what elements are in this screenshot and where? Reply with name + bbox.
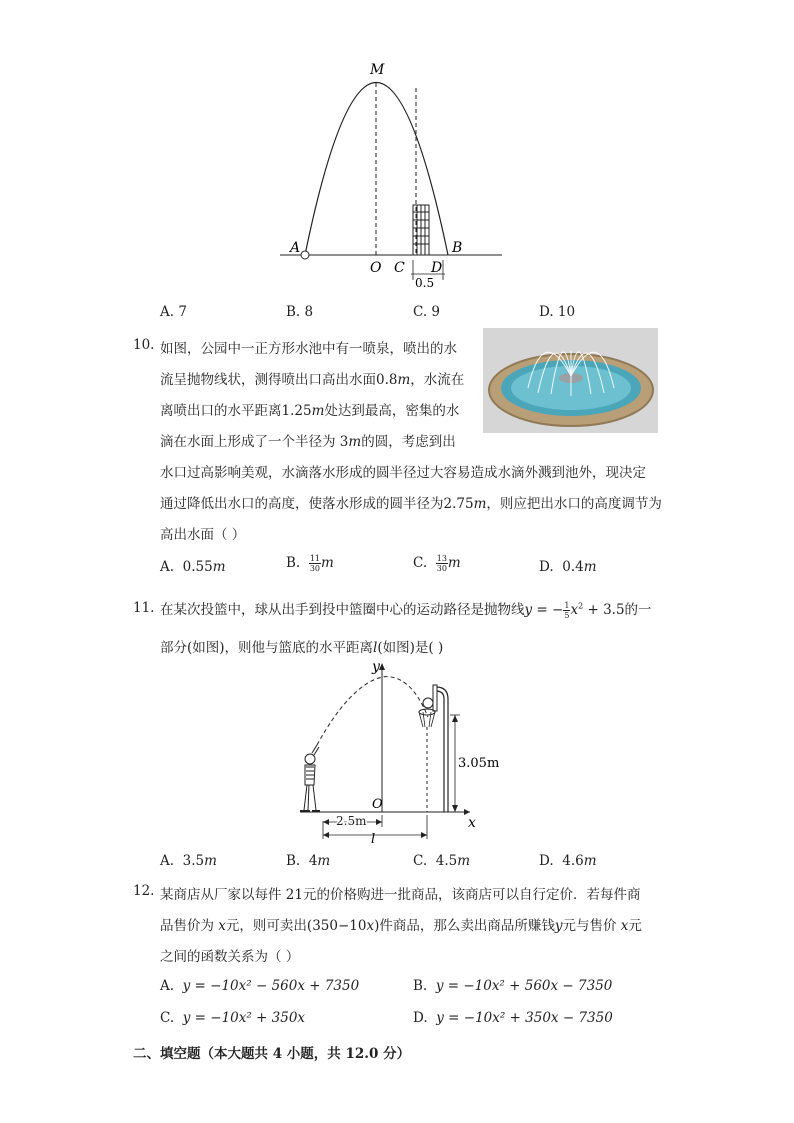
q9-option-c[interactable]: C. 9 [413, 304, 441, 320]
q11-option-a[interactable]: A. 3.5m [160, 853, 217, 869]
q11-line2: 部分(如图)，则他与篮底的水平距离l(如图)是( ) [160, 640, 444, 656]
label-D: D [431, 260, 443, 276]
q10-number: 10. [133, 337, 155, 353]
q10-option-a[interactable]: A. 0.55m [160, 559, 226, 575]
trajectory-path [317, 677, 428, 745]
label-y: y [372, 659, 380, 675]
q9-option-d[interactable]: D. 10 [539, 304, 576, 320]
ladder-figure [413, 205, 429, 255]
q10-line6: 通过降低出水口的高度，使落水形成的圆半径为2.75m，则应把出水口的高度调节为 [160, 496, 662, 512]
fountain-image [483, 328, 658, 433]
label-M: M [370, 62, 385, 78]
player-figure [300, 745, 320, 811]
label-B: B [452, 240, 463, 256]
q10-line7: 高出水面（ ） [160, 527, 246, 543]
q10-line3: 离喷出口的水平距离1.25m处达到最高，密集的水 [160, 403, 460, 419]
label-height: 3.05m [458, 756, 500, 771]
section-title: 二、填空题（本大题共 4 小题，共 12.0 分） [133, 1046, 411, 1062]
label-dist: 0.5 [415, 276, 435, 290]
q12-number: 12. [133, 883, 155, 899]
q12-line2: 品售价为 x元，则可卖出(350−10x)件商品，那么卖出商品所赚钱y元与售价 x元 [160, 918, 642, 934]
q10-line1: 如图，公园中一正方形水池中有一喷泉，喷出的水 [160, 341, 457, 357]
q9-option-b[interactable]: B. 8 [286, 304, 314, 320]
q9-option-a[interactable]: A. 7 [160, 304, 187, 320]
q12-line1: 某商店从厂家以每件 21元的价格购进一批商品，该商店可以自行定价．若每件商 [160, 887, 641, 903]
q10-option-b[interactable]: B. $\frac{11}{30}$ m [286, 554, 334, 573]
label-O: O [370, 260, 382, 276]
label-A: A [290, 240, 301, 256]
basketball-figure [290, 655, 500, 847]
q12-line3: 之间的函数关系为（ ） [160, 949, 300, 965]
q11-line1: 在某次投篮中，球从出手到投中篮圈中心的运动路径是抛物线y = − $\frac{1}{5}$ $x^2 + 3.5$的一 [160, 601, 652, 620]
label-x: x [468, 815, 476, 831]
q10-line5: 水口过高影响美观，水滴落水形成的圆半径过大容易造成水滴外溅到池外，现决定 [160, 465, 646, 481]
point-a-circle [301, 251, 309, 259]
q11-number: 11. [133, 600, 155, 616]
label-C: C [394, 260, 405, 276]
parabola-figure [270, 50, 510, 290]
q10-option-c[interactable]: C. $\frac{13}{30}$ m [413, 554, 461, 573]
label-o: O [372, 797, 383, 812]
q12-option-a[interactable]: A. y = −10x² − 560x + 7350 [160, 978, 360, 994]
q10-option-d[interactable]: D. 0.4m [539, 559, 597, 575]
q12-option-b[interactable]: B. y = −10x² + 560x − 7350 [413, 978, 613, 994]
q12-option-c[interactable]: C. y = −10x² + 350x [160, 1010, 306, 1026]
label-l: l [371, 832, 376, 847]
q11-option-b[interactable]: B. 4m [286, 853, 331, 869]
q12-option-d[interactable]: D. y = −10x² + 350x − 7350 [413, 1010, 613, 1026]
q11-option-c[interactable]: C. 4.5m [413, 853, 471, 869]
q10-line2: 流呈抛物线状，测得喷出口高出水面0.8m，水流在 [160, 372, 465, 388]
q11-option-d[interactable]: D. 4.6m [539, 853, 597, 869]
q10-line4: 滴在水面上形成了一个半径为 3m的圆，考虑到出 [160, 434, 456, 450]
label-25m: 2.5m [336, 814, 367, 828]
